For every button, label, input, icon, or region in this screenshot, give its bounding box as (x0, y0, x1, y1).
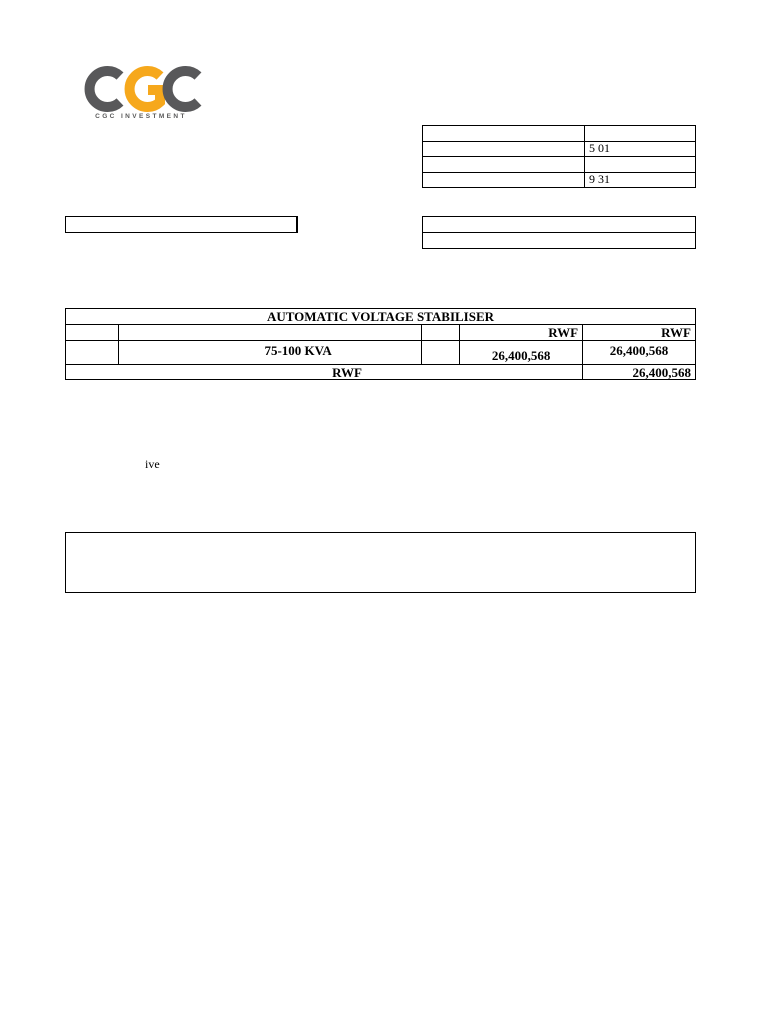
info-row (423, 157, 696, 173)
info-value (585, 126, 696, 142)
header-qty (422, 325, 460, 341)
item-no (66, 341, 119, 365)
document-info-table (422, 125, 696, 188)
grand-total-value: 26,400,568 (583, 365, 696, 380)
info-value (585, 157, 696, 173)
quotation-table (65, 308, 696, 380)
info-value: 9 31 (585, 172, 696, 188)
quotation-title: AUTOMATIC VOLTAGE STABILISER (66, 309, 696, 325)
header-description (118, 325, 421, 341)
quotation-header-row (66, 325, 696, 341)
customer-cell (423, 233, 696, 249)
quotation-title-row (66, 309, 696, 325)
header-no (66, 325, 119, 341)
info-label (423, 126, 585, 142)
customer-row (423, 217, 696, 233)
info-row (423, 141, 696, 157)
customer-box (65, 216, 298, 233)
header-total-currency: RWF (583, 325, 696, 341)
item-description: 75-100 KVA (118, 341, 421, 365)
logo-subtitle: CGC INVESTMENT (95, 113, 187, 120)
info-label (423, 172, 585, 188)
cgc-logo-mark (80, 66, 202, 112)
info-value: 5 01 (585, 141, 696, 157)
table-row (66, 341, 696, 365)
grand-total-label: RWF (66, 365, 583, 380)
item-qty (422, 341, 460, 365)
grand-total-row (66, 365, 696, 380)
remarks-box (65, 532, 696, 593)
customer-row (423, 233, 696, 249)
item-total: 26,400,568 (583, 341, 696, 365)
info-label (423, 157, 585, 173)
header-unit-price-currency: RWF (460, 325, 583, 341)
customer-info-table (422, 216, 696, 249)
info-label (423, 141, 585, 157)
company-logo (80, 66, 202, 124)
customer-cell (423, 217, 696, 233)
info-row (423, 172, 696, 188)
note-text: ive (145, 457, 160, 471)
item-unit-price: 26,400,568 (460, 341, 583, 365)
info-row (423, 126, 696, 142)
